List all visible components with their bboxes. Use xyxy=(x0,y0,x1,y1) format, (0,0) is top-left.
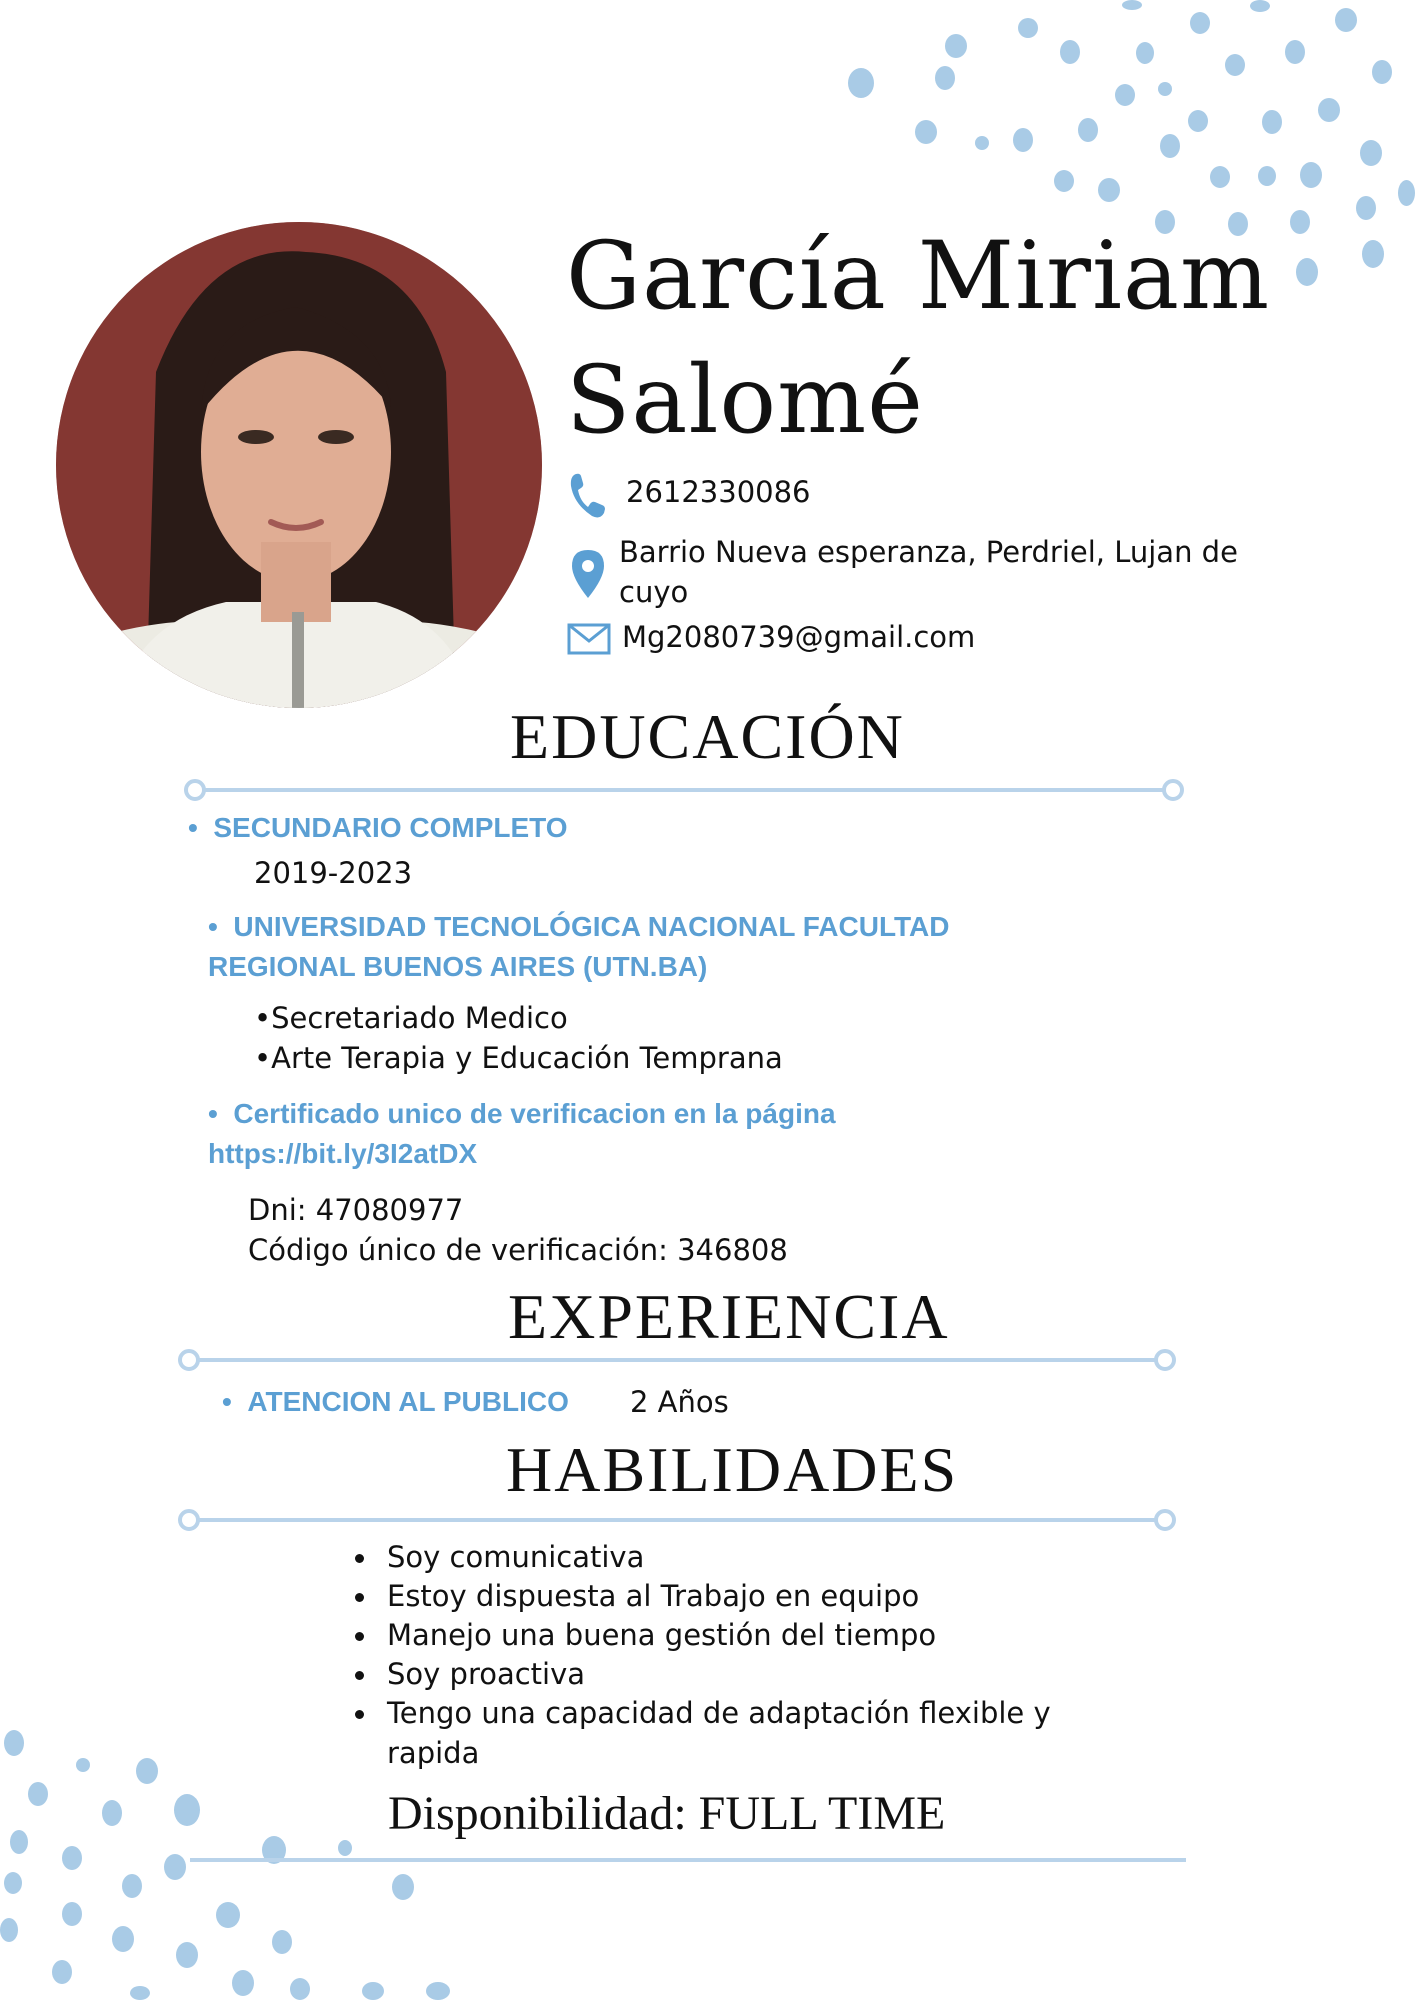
bullet: • xyxy=(222,1386,248,1417)
phone-number: 2612330086 xyxy=(626,475,811,509)
skill-item: Tengo una capacidad de adaptación flexible y xyxy=(355,1694,1051,1733)
education-item-university-title-line-1: UNIVERSIDAD TECNOLÓGICA NACIONAL FACULTAD xyxy=(233,911,950,942)
experience-divider xyxy=(186,1358,1168,1362)
education-item-university-courses xyxy=(254,998,783,1078)
education-item-secondary-title: SECUNDARIO COMPLETO xyxy=(213,812,568,843)
experience-item xyxy=(222,1382,569,1422)
education-divider xyxy=(192,788,1176,792)
bullet: • xyxy=(188,812,214,843)
candidate-name xyxy=(566,215,1270,463)
certificate-code: Código único de verificación: 346808 xyxy=(248,1233,788,1267)
course-item: •Arte Terapia y Educación Temprana xyxy=(254,1041,783,1075)
experience-title: EXPERIENCIA xyxy=(508,1281,950,1352)
address-line-1: Barrio Nueva esperanza, Perdriel, Lujan de xyxy=(619,535,1238,569)
education-item-university xyxy=(208,907,949,987)
education-item-secondary xyxy=(188,808,568,848)
certificate-dni: Dni: 47080977 xyxy=(248,1193,464,1227)
course-item: •Secretariado Medico xyxy=(254,1001,568,1035)
experience-item-title: ATENCION AL PUBLICO xyxy=(247,1386,569,1417)
skill-item: Manejo una buena gestión del tiempo xyxy=(355,1616,1051,1655)
skill-item: Soy comunicativa xyxy=(355,1538,1051,1577)
education-item-university-title-line-2: REGIONAL BUENOS AIRES (UTN.BA) xyxy=(208,951,708,982)
envelope-icon xyxy=(567,623,611,655)
address-line-2: cuyo xyxy=(619,575,689,609)
name-line-1: García Miriam xyxy=(566,222,1271,331)
profile-photo xyxy=(56,222,542,708)
skills-divider xyxy=(186,1518,1168,1522)
education-item-certificate xyxy=(208,1094,836,1174)
education-title: EDUCACIÓN xyxy=(510,701,905,772)
bullet: • xyxy=(208,1098,234,1129)
name-line-2: Salomé xyxy=(566,346,924,455)
skill-item-continuation: rapida xyxy=(387,1736,480,1770)
skill-item: Soy proactiva xyxy=(355,1655,1051,1694)
skills-title: HABILIDADES xyxy=(506,1434,959,1505)
skill-item: Estoy dispuesta al Trabajo en equipo xyxy=(355,1577,1051,1616)
bullet: • xyxy=(208,911,234,942)
phone-icon xyxy=(568,470,608,520)
email-address: Mg2080739@gmail.com xyxy=(622,620,976,654)
location-pin-icon xyxy=(570,548,606,600)
skills-list xyxy=(355,1538,1051,1733)
certificate-link[interactable]: https://bit.ly/3I2atDX xyxy=(208,1138,478,1169)
education-item-secondary-years: 2019-2023 xyxy=(254,856,413,890)
certificate-details xyxy=(248,1190,788,1270)
footer-divider xyxy=(190,1858,1186,1862)
address xyxy=(619,532,1238,612)
certificate-title: Certificado unico de verificacion en la página xyxy=(233,1098,836,1129)
availability: Disponibilidad: FULL TIME xyxy=(388,1787,946,1840)
experience-item-duration: 2 Años xyxy=(630,1385,729,1419)
